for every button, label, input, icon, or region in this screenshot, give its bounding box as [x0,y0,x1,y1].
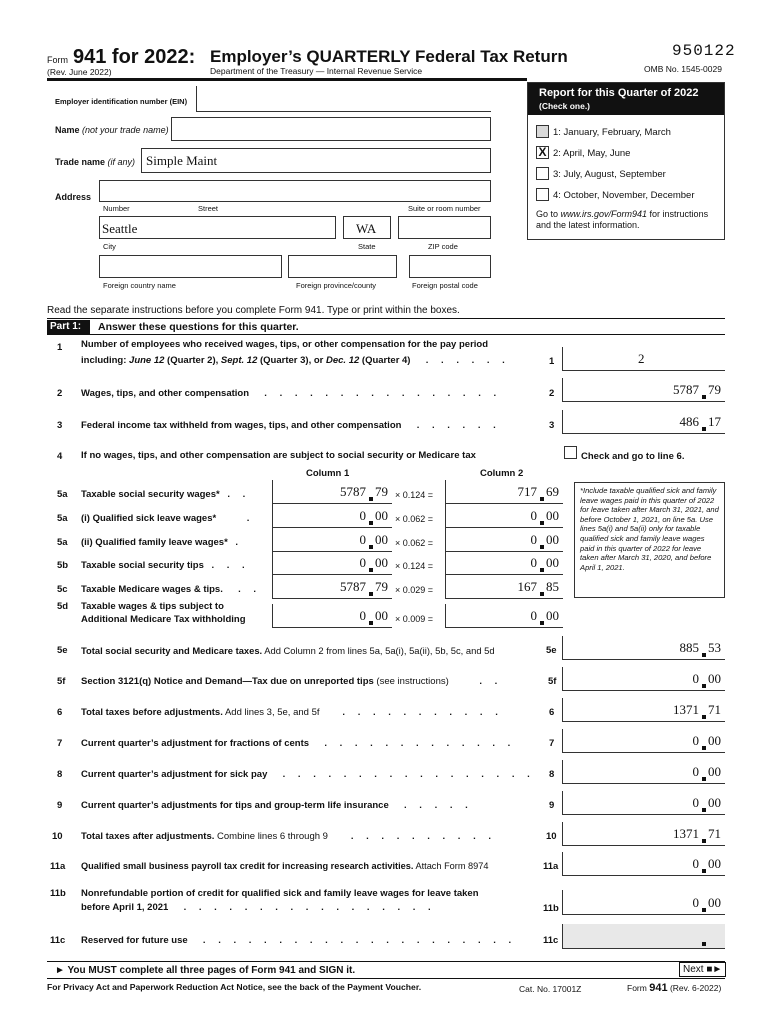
line-5ai-text: (i) Qualified sick leave wages* . [81,513,255,524]
line-11a-box-num: 11a [543,861,559,872]
line-9-text: Current quarter’s adjustments for tips and group-term life insurance . . . . . [81,800,473,811]
line-7-amount[interactable]: 0 00 [562,729,725,753]
line-11b-text-a: Nonrefundable portion of credit for qualified sick and family leave wages for leave taken [81,888,479,899]
quarter-box [527,82,725,240]
line-5b-col1[interactable]: 0 00 [272,551,392,575]
line-11a-num: 11a [50,861,66,872]
line-1-text-a: Number of employees who received wages, tips, or other compensation for the pay period [81,339,489,350]
quarter-subtitle: (Check one.) [539,101,591,111]
line-5ai-col2[interactable]: 0 00 [445,504,563,528]
line-4-check-label: Check and go to line 6. [581,451,685,462]
line-4-num: 4 [57,451,63,462]
zip-label: ZIP code [428,242,458,251]
line-5f-amount[interactable]: 0 00 [562,667,725,691]
line-6-text: Total taxes before adjustments. Add lines 3, 5e, and 5f . . . . . . . . . . . [81,707,503,718]
line-4-text: If no wages, tips, and other compensation are subject to social security or Medicare tax [81,450,476,461]
line-1-num: 1 [57,342,63,353]
line-5d-col2[interactable]: 0 00 [445,604,563,628]
ein-input[interactable] [196,86,491,112]
line-11c-box-num: 11c [543,935,559,946]
line-3-cents: 17 [708,414,721,429]
line-6-amount[interactable]: 1371 71 [562,698,725,722]
foreign-province-label: Foreign province/county [296,281,377,290]
foreign-country-input[interactable] [99,255,282,278]
line-3-box-num: 3 [549,420,555,431]
line-2-amount[interactable] [562,378,725,402]
quarter-4-checkbox[interactable] [536,188,549,201]
line-7-num: 7 [57,738,63,749]
line-11c-amount [562,924,725,949]
line-7-text: Current quarter’s adjustment for fractions of cents . . . . . . . . . . . . . [81,738,516,749]
irs-link[interactable]: www.irs.gov/Form941 [560,209,648,219]
line-11b-amount[interactable]: 0 00 [562,890,725,915]
line-11c-text: Reserved for future use . . . . . . . . . . . . . . . . . . . . . [81,935,517,946]
line-5f-box-num: 5f [548,676,557,687]
line-6-box-num: 6 [549,707,555,718]
line-1-text-b: including: June 12 (Quarter 2), Sept. 12 (Quarter 3), or Dec. 12 (Quarter 4) . . . . . . [81,355,510,366]
trade-name-label: Trade name (if any) [55,157,136,167]
line-11a-text: Qualified small business payroll tax credit for increasing research activities. Attach Form 8974 [81,861,489,871]
trade-name-value: Simple Maint [146,153,218,168]
line-3-amount[interactable] [562,410,725,434]
line-10-box-num: 10 [546,831,557,842]
quarter-title: Report for this Quarter of 2022 [539,87,699,99]
line-5aii-multiplier: × 0.062 = [395,538,434,548]
catalog-number: Cat. No. 17001Z [519,984,582,994]
foreign-province-input[interactable] [288,255,397,278]
line-3-num: 3 [57,420,63,431]
form-title: 941 for 2022: [73,46,196,68]
line-10-text: Total taxes after adjustments. Combine lines 6 through 9 . . . . . . . . . . [81,831,497,842]
line-7-box-num: 7 [549,738,555,749]
line-5c-multiplier: × 0.029 = [395,585,434,595]
line-3-dollars: 486 [679,414,699,429]
line-5a-col1[interactable]: 5787 79 [272,480,392,504]
line-5d-col1[interactable]: 0 00 [272,604,392,628]
line-11a-amount[interactable]: 0 00 [562,852,725,876]
line-5e-text: Total social security and Medicare taxes. Add Column 2 from lines 5a, 5a(i), 5a(ii), 5b, 5c, and 5d [81,645,495,656]
qualified-leave-note: *Include taxable qualified sick and family leave wages paid in this quarter of 2022 for leave taken after March 31, 2021, and before October 1, 2021, on line 5a. Use lines 5a(i) and 5a(ii) only for taxable qualified sick and family leave wages paid in this quarter of 2022 for leave taken after March 31, 2020, and before April 1, 2021. [574,482,725,598]
line-5ai-col1[interactable]: 0 00 [272,504,392,528]
line-9-box-num: 9 [549,800,555,811]
name-input[interactable] [171,117,491,141]
line-5c-col2[interactable]: 167 85 [445,575,563,599]
line-5aii-col1[interactable]: 0 00 [272,528,392,552]
foreign-postal-label: Foreign postal code [412,281,478,290]
part1-title: Answer these questions for this quarter. [98,321,299,333]
line-5e-box-num: 5e [546,645,557,656]
line-2-cents: 79 [708,382,721,397]
department: Department of the Treasury — Internal Revenue Service [210,66,423,76]
line-6-num: 6 [57,707,63,718]
line-2-dollars: 5787 [673,382,699,397]
city-input[interactable] [99,216,336,239]
form-word: Form [47,55,68,65]
column-1-header: Column 1 [306,468,350,479]
trade-name-input[interactable] [141,148,491,173]
part1-tag: Part 1: [47,320,90,334]
line-5c-num: 5c [57,584,68,595]
line-5c-col1[interactable]: 5787 79 [272,575,392,599]
ein-label: Employer identification number (EIN) [55,97,188,106]
line-3-text: Federal income tax withheld from wages, tips, and other compensation . . . . . . [81,420,501,431]
number-label: Number [103,204,130,213]
footer-form-label: Form 941 (Rev. 6-2022) [627,982,722,994]
street-label: Street [198,204,219,213]
line-5a-num: 5a [57,489,68,500]
must-complete-notice: ► You MUST complete all three pages of Form 941 and SIGN it. [55,965,356,976]
next-page-button[interactable]: Next ■► [679,962,726,977]
line-5aii-num: 5a [57,537,68,548]
line-9-num: 9 [57,800,63,811]
line-5e-num: 5e [57,645,68,656]
street-input[interactable] [99,180,491,202]
line-5d-text-b: Additional Medicare Tax withholding [81,614,246,625]
line-5aii-text: (ii) Qualified family leave wages* . [81,537,244,548]
line-8-text: Current quarter’s adjustment for sick pay . . . . . . . . . . . . . . . . . [81,769,535,780]
state-input[interactable] [343,216,391,239]
line-5b-text: Taxable social security tips . . . [81,560,250,571]
line-11b-text-b: before April 1, 2021 . . . . . . . . . . . . . . . . . [81,902,436,913]
line-5a-col2[interactable]: 717 69 [445,480,563,504]
quarter-3-label: 3: July, August, September [553,169,666,180]
foreign-postal-input[interactable] [409,255,491,278]
privacy-notice: For Privacy Act and Paperwork Reduction Act Notice, see the back of the Payment Voucher. [47,982,422,992]
line-11c-num: 11c [50,935,66,946]
line-4-checkbox[interactable] [564,446,577,459]
line-5f-num: 5f [57,676,66,687]
omb-number: OMB No. 1545-0029 [644,64,722,74]
line-5c-text: Taxable Medicare wages & tips. . . [81,584,262,595]
read-instructions: Read the separate instructions before you complete Form 941. Type or print within the boxes. [47,305,460,316]
name-label: Name (not your trade name) [55,125,169,135]
line-8-box-num: 8 [549,769,555,780]
line-5d-text-a: Taxable wages & tips subject to [81,601,224,612]
line-5f-text: Section 3121(q) Notice and Demand—Tax due on unreported tips (see instructions) . . [81,676,503,687]
quarter-instructions: Go to www.irs.gov/Form941 for instructions and the latest information. [536,209,709,230]
form-subtitle: Employer’s QUARTERLY Federal Tax Return [210,47,568,66]
form-id: 950122 [672,42,736,60]
quarter-1-checkbox[interactable] [536,125,549,138]
city-label: City [103,242,116,251]
line-10-amount[interactable]: 1371 71 [562,822,725,846]
line-9-amount[interactable]: 0 00 [562,791,725,815]
line-11b-num: 11b [50,888,66,899]
line-10-num: 10 [52,831,63,842]
revision-date: (Rev. June 2022) [47,67,112,77]
foreign-country-label: Foreign country name [103,281,176,290]
city-value: Seattle [102,221,138,236]
line-5b-num: 5b [57,560,69,571]
line-11b-box-num: 11b [543,903,559,914]
quarter-2-checkbox[interactable]: X [536,146,549,159]
line-5e-amount[interactable]: 885 53 [562,636,725,660]
address-label: Address [55,192,92,202]
line-5d-num: 5d [57,601,69,612]
quarter-1-label: 1: January, February, March [553,127,671,138]
line-1-box-num: 1 [549,356,555,367]
line-5b-multiplier: × 0.124 = [395,561,434,571]
line-5ai-num: 5a [57,513,68,524]
zip-input[interactable] [398,216,491,239]
line-1-amount[interactable] [562,347,725,371]
line-5a-multiplier: × 0.124 = [395,490,434,500]
line-5a-text: Taxable social security wages* . . [81,489,251,500]
column-2-header: Column 2 [480,468,524,479]
line-5b-col2[interactable]: 0 00 [445,551,563,575]
line-2-box-num: 2 [549,388,555,399]
line-2-num: 2 [57,388,63,399]
line-8-num: 8 [57,769,63,780]
quarter-2-label: 2: April, May, June [553,148,631,159]
line-5aii-col2[interactable]: 0 00 [445,528,563,552]
line-1-value: 2 [638,351,645,366]
line-5ai-multiplier: × 0.062 = [395,514,434,524]
quarter-3-checkbox[interactable] [536,167,549,180]
quarter-4-label: 4: October, November, December [553,190,695,201]
suite-label: Suite or room number [408,204,481,213]
line-8-amount[interactable]: 0 00 [562,760,725,784]
state-label: State [358,242,376,251]
line-5d-multiplier: × 0.009 = [395,614,434,624]
quarter-box-header [528,83,724,115]
line-2-text: Wages, tips, and other compensation . . . . . . . . . . . . . . . . [81,388,502,399]
state-value: WA [356,221,377,236]
